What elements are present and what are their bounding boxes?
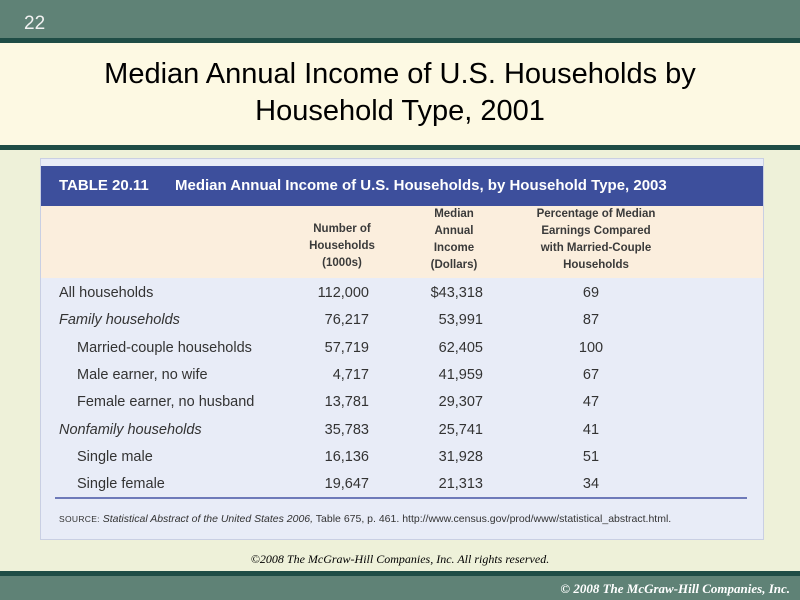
- copyright-notice: ©2008 The McGraw-Hill Companies, Inc. All rights reserved.: [250, 552, 550, 566]
- households-cell: 4,717: [332, 367, 369, 383]
- column-header-percentage: Percentage of Median Earnings Compared with Married-Couple Households: [536, 208, 656, 271]
- households-cell: 57,719: [324, 340, 369, 356]
- income-cell: 29,307: [438, 394, 483, 410]
- percent-cell: 69: [582, 285, 600, 301]
- slide-title: [0, 56, 800, 130]
- percent-cell: 34: [582, 476, 600, 492]
- percent-cell: 47: [582, 394, 600, 410]
- row-label: Female earner, no husband: [77, 394, 255, 410]
- households-cell: 13,781: [324, 394, 369, 410]
- households-cell: 112,000: [317, 285, 369, 301]
- table-row: [41, 280, 763, 307]
- table-row: [41, 362, 763, 389]
- table-number: TABLE 20.11: [59, 177, 149, 194]
- column-headers: [41, 206, 763, 278]
- table-row: [41, 417, 763, 444]
- percent-cell: 51: [582, 449, 600, 465]
- top-divider: [0, 38, 800, 43]
- percent-cell: 41: [582, 422, 600, 438]
- table-row: [41, 471, 763, 498]
- households-cell: 76,217: [324, 312, 369, 328]
- income-cell: 41,959: [438, 367, 483, 383]
- row-label: All households: [59, 285, 154, 301]
- income-table: [40, 158, 764, 540]
- top-bar: [0, 0, 800, 38]
- income-cell: 25,741: [438, 422, 483, 438]
- table-source-note: [59, 513, 671, 525]
- households-cell: 19,647: [324, 476, 369, 492]
- row-label: Single male: [77, 449, 153, 465]
- households-cell: 35,783: [324, 422, 369, 438]
- slide-title-line-2: Household Type, 2001: [255, 95, 545, 127]
- row-label: Male earner, no wife: [77, 367, 208, 383]
- income-cell: 21,313: [438, 476, 483, 492]
- table-title: Median Annual Income of U.S. Households, by Household Type, 2003: [175, 177, 667, 194]
- source-label: SOURCE:: [59, 514, 100, 524]
- column-header-income: Median Annual Income (Dollars): [430, 208, 478, 271]
- income-cell: $43,318: [430, 285, 483, 301]
- slide-number: 22: [24, 13, 46, 34]
- table-bottom-rule: [55, 497, 747, 499]
- income-cell: 31,928: [438, 449, 483, 465]
- source-detail: Table 675, p. 461. http://www.census.gov/prod/www/statistical_abstract.html.: [315, 513, 672, 525]
- table-row: [41, 335, 763, 362]
- footer-copyright: © 2008 The McGraw-Hill Companies, Inc.: [560, 581, 790, 596]
- percent-cell: 100: [578, 340, 604, 356]
- row-label: Married-couple households: [77, 340, 252, 356]
- table-header-bar: [41, 166, 763, 206]
- slide-title-line-1: Median Annual Income of U.S. Households by: [104, 58, 696, 90]
- table-row: [41, 444, 763, 471]
- percent-cell: 87: [582, 312, 600, 328]
- table-row: [41, 307, 763, 334]
- table-row: [41, 389, 763, 416]
- households-cell: 16,136: [324, 449, 369, 465]
- row-label: Family households: [59, 312, 180, 328]
- column-header-households: Number of Households (1000s): [309, 223, 375, 269]
- source-title: Statistical Abstract of the United States 2006,: [102, 513, 314, 525]
- percent-cell: 67: [582, 367, 600, 383]
- income-cell: 62,405: [438, 340, 483, 356]
- row-label: Single female: [77, 476, 165, 492]
- income-cell: 53,991: [438, 312, 483, 328]
- row-label: Nonfamily households: [59, 422, 202, 438]
